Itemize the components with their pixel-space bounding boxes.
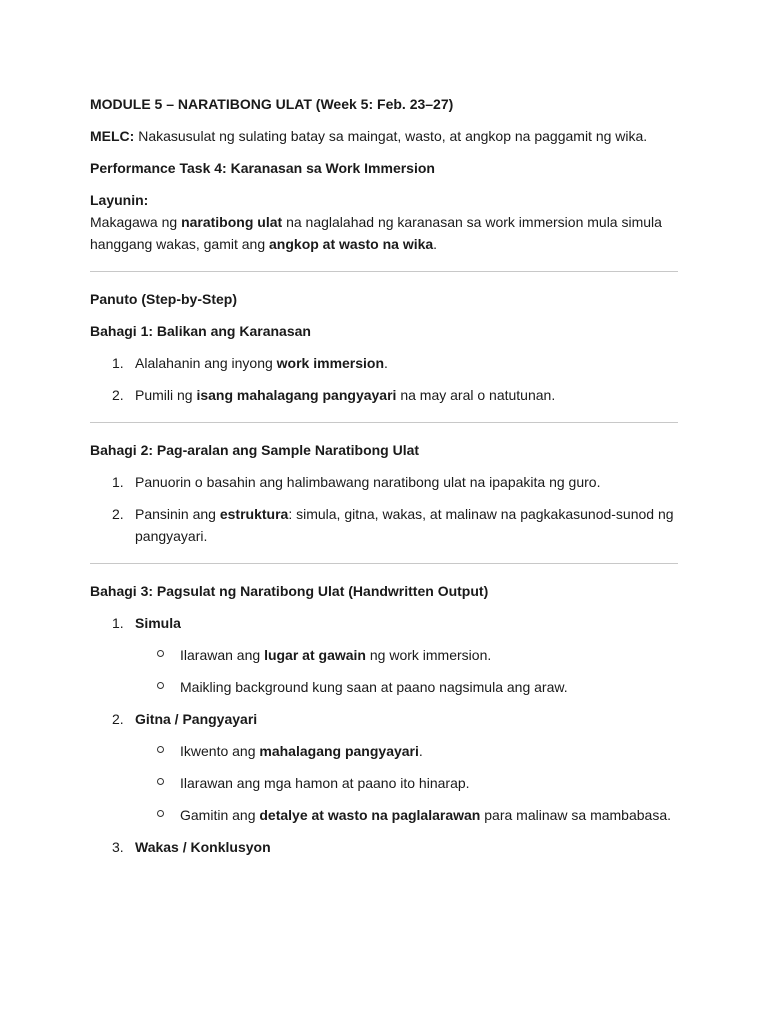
sub-text: Maikling background kung saan at paano nagsimula ang araw.: [180, 679, 568, 695]
sub-list-item: [135, 804, 678, 826]
layunin-text-part: .: [433, 236, 438, 252]
melc-label: MELC:: [90, 128, 135, 144]
sub-list-item: [135, 772, 678, 794]
bahagi3-list: [90, 612, 678, 858]
sub-text: ng work immersion.: [365, 647, 492, 663]
layunin-text-part: na naglalahad ng karanasan sa work immersion mula simula hanggang wakas, gamit ang: [90, 214, 662, 252]
divider: [90, 422, 678, 423]
bahagi1-list: [90, 352, 678, 406]
item-label: Wakas / Konklusyon: [135, 839, 271, 855]
sub-text: Ilarawan ang mga hamon at paano ito hinarap.: [180, 775, 470, 791]
item-bold: isang mahalagang pangyayari: [196, 387, 397, 403]
list-item: [90, 708, 678, 826]
layunin-bold-part: angkop at wasto na wika: [269, 236, 434, 252]
circle-bullet-icon: [157, 810, 164, 817]
circle-bullet-icon: [157, 778, 164, 785]
bahagi3-title: Bahagi 3: Pagsulat ng Naratibong Ulat (Handwritten Output): [90, 583, 489, 599]
module-title: MODULE 5 – NARATIBONG ULAT (Week 5: Feb. 23–27): [90, 96, 454, 112]
list-item: [90, 503, 678, 547]
divider: [90, 563, 678, 564]
item-text: na may aral o natutunan.: [396, 387, 556, 403]
bahagi2-title: Bahagi 2: Pag-aralan ang Sample Naratibong Ulat: [90, 442, 420, 458]
sub-text: Ilarawan ang: [180, 647, 265, 663]
task-title: Performance Task 4: Karanasan sa Work Immersion: [90, 160, 435, 176]
layunin-label: Layunin:: [90, 192, 149, 208]
sub-list: [135, 740, 678, 826]
document-page: [90, 93, 678, 868]
list-number: 2.: [112, 387, 124, 403]
circle-bullet-icon: [157, 650, 164, 657]
sub-list-item: [135, 676, 678, 698]
item-text: Pumili ng: [135, 387, 197, 403]
panuto-title: Panuto (Step-by-Step): [90, 291, 237, 307]
list-number: 2.: [112, 711, 124, 727]
layunin-bold-part: naratibong ulat: [181, 214, 283, 230]
list-number: 3.: [112, 839, 124, 855]
item-text: Panuorin o basahin ang halimbawang naratibong ulat na ipapakita ng guro.: [135, 474, 601, 490]
item-label: Gitna / Pangyayari: [135, 711, 258, 727]
list-item: [90, 612, 678, 698]
item-text: : simula, gitna, wakas, at malinaw na pagkakasunod-sunod ng pangyayari.: [135, 506, 674, 544]
list-item: [90, 352, 678, 374]
item-label: Simula: [135, 615, 181, 631]
sub-list: [135, 644, 678, 698]
list-number: 1.: [112, 355, 124, 371]
divider: [90, 271, 678, 272]
bahagi1-title: Bahagi 1: Balikan ang Karanasan: [90, 323, 311, 339]
list-number: 2.: [112, 506, 124, 522]
sub-text: Gamitin ang: [180, 807, 260, 823]
list-number: 1.: [112, 615, 124, 631]
melc-text: Nakasusulat ng sulating batay sa maingat, wasto, at angkop na paggamit ng wika.: [134, 128, 648, 144]
item-text: .: [384, 355, 388, 371]
item-text: Alalahanin ang inyong: [135, 355, 277, 371]
sub-list-item: [135, 644, 678, 666]
layunin-text: [90, 211, 678, 255]
bahagi2-list: [90, 471, 678, 547]
sub-text: Ikwento ang: [180, 743, 260, 759]
sub-text: para malinaw sa mambabasa.: [480, 807, 672, 823]
item-bold: work immersion: [276, 355, 385, 371]
sub-list-item: [135, 740, 678, 762]
sub-bold: mahalagang pangyayari: [259, 743, 419, 759]
circle-bullet-icon: [157, 746, 164, 753]
item-text: Pansinin ang: [135, 506, 220, 522]
melc-line: [90, 125, 678, 147]
list-number: 1.: [112, 474, 124, 490]
list-item: [90, 384, 678, 406]
circle-bullet-icon: [157, 682, 164, 689]
list-item: [90, 836, 678, 858]
sub-text: .: [418, 743, 423, 759]
sub-bold: detalye at wasto na paglalarawan: [259, 807, 481, 823]
item-bold: estruktura: [219, 506, 289, 522]
list-item: [90, 471, 678, 493]
layunin-text-part: Makagawa ng: [90, 214, 182, 230]
sub-bold: lugar at gawain: [264, 647, 366, 663]
